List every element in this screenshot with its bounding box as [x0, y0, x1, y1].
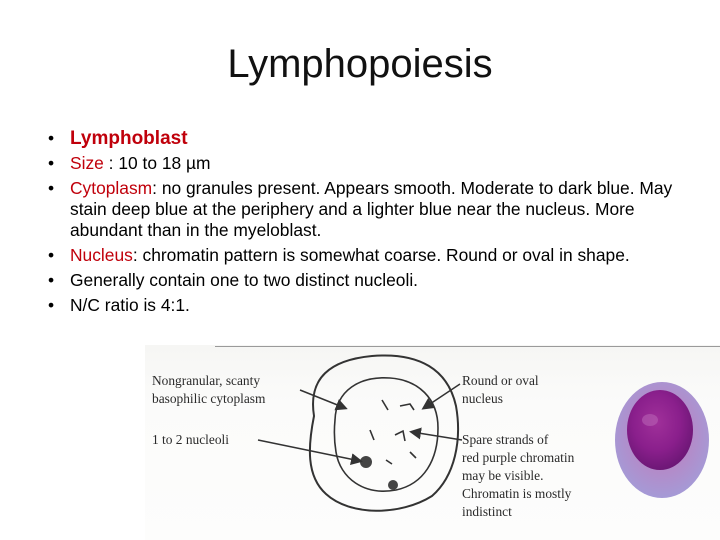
nucleus-label: Nucleus	[70, 245, 133, 265]
heading-lymphoblast: Lymphoblast	[70, 128, 188, 149]
label-nucleus-1: Round or oval	[462, 373, 539, 388]
label-cytoplasm-1: Nongranular, scanty	[152, 373, 261, 388]
label-chromatin-3: may be visible.	[462, 468, 544, 483]
label-nucleoli: 1 to 2 nucleoli	[152, 432, 229, 447]
arrow-cytoplasm	[300, 390, 345, 408]
cytoplasm-label: Cytoplasm	[70, 178, 153, 198]
slide-title: Lymphopoiesis	[227, 42, 493, 86]
chromatin-strands	[370, 400, 416, 464]
cytoplasm-text: : no granules present. Appears smooth. Moderate to dark blue. May stain deep blue at the periphery and a lighter blue near the nucleus. More abundant than in the myeloblast.	[70, 178, 673, 240]
size-text: : 10 to 18 µm	[103, 153, 211, 173]
nucleolus-1	[360, 456, 372, 468]
arrow-nucleoli	[258, 440, 360, 461]
nucleus-outline	[334, 378, 438, 491]
label-cytoplasm-2: basophilic cytoplasm	[152, 391, 266, 406]
nc-ratio-text: N/C ratio is 4:1.	[70, 295, 190, 315]
nucleoli-text: Generally contain one to two distinct nucleoli.	[70, 270, 419, 290]
nucleolus-2	[388, 480, 398, 490]
cell-outline	[310, 355, 458, 510]
label-chromatin-1: Spare strands of	[462, 432, 549, 447]
size-label: Size	[70, 153, 104, 173]
nucleus-text: : chromatin pattern is somewhat coarse. Round or oval in shape.	[132, 245, 630, 265]
cell-photo-nucleus	[627, 390, 693, 470]
label-chromatin-5: indistinct	[462, 504, 512, 519]
label-chromatin-2: red purple chromatin	[462, 450, 575, 465]
label-chromatin-4: Chromatin is mostly	[462, 486, 572, 501]
label-nucleus-2: nucleus	[462, 391, 503, 406]
